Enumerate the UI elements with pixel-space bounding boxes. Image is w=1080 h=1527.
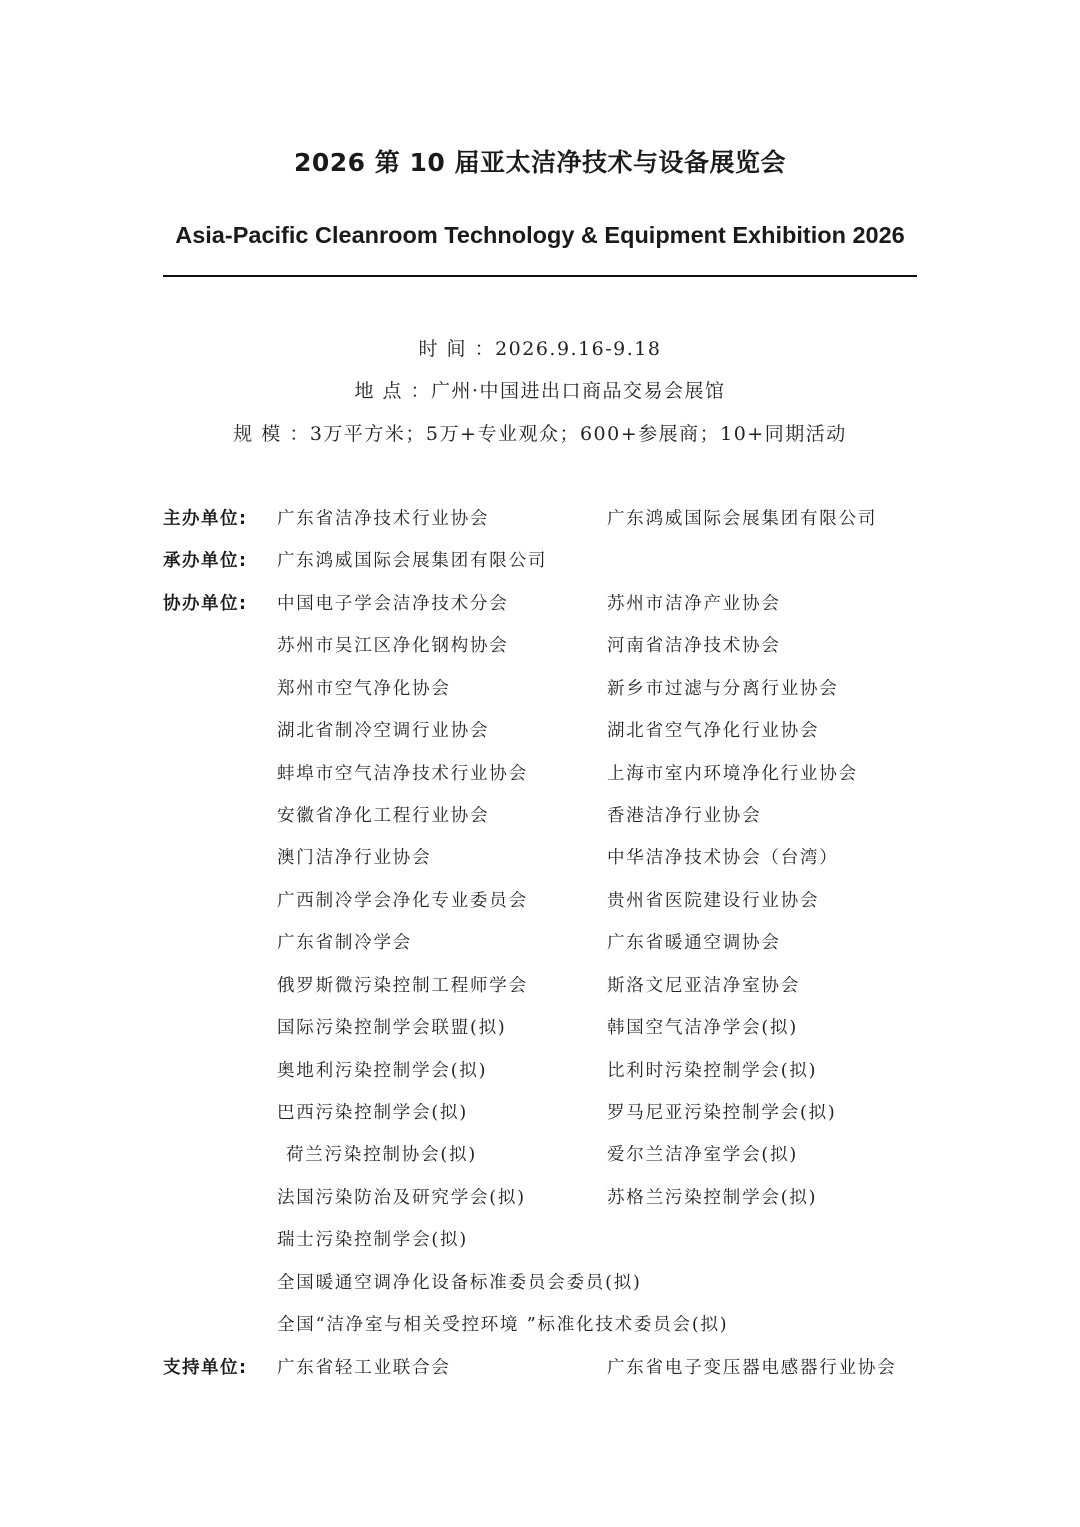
coorganizer-org: 苏州市吴江区净化钢构协会 bbox=[277, 636, 509, 656]
coorganizer-org: 爱尔兰洁净室学会(拟) bbox=[607, 1145, 798, 1165]
info-time: 时 间 ：2026.9.16-9.18 bbox=[418, 338, 662, 360]
undertaker-label: 承办单位: bbox=[163, 551, 248, 571]
coorganizer-label: 协办单位: bbox=[163, 594, 248, 614]
coorganizer-org: 广东省暖通空调协会 bbox=[607, 933, 781, 953]
support-label: 支持单位: bbox=[163, 1358, 248, 1378]
coorganizer-org: 安徽省净化工程行业协会 bbox=[277, 806, 490, 826]
coorganizer-org: 澳门洁净行业协会 bbox=[277, 848, 432, 868]
coorganizer-org: 瑞士污染控制学会(拟) bbox=[277, 1230, 468, 1250]
coorganizer-org: 河南省洁净技术协会 bbox=[607, 636, 781, 656]
coorganizer-org: 苏格兰污染控制学会(拟) bbox=[607, 1188, 818, 1208]
title-cn: 2026 第 10 届亚太洁净技术与设备展览会 bbox=[294, 148, 786, 177]
coorganizer-org: 全国“洁净室与相关受控环境 ”标准化技术委员会(拟) bbox=[277, 1315, 729, 1335]
coorganizer-org: 俄罗斯微污染控制工程师学会 bbox=[277, 976, 528, 996]
host-label: 主办单位: bbox=[163, 509, 248, 529]
coorganizer-org: 香港洁净行业协会 bbox=[607, 806, 762, 826]
title-en: Asia-Pacific Cleanroom Technology & Equipment Exhibition 2026 bbox=[175, 222, 905, 248]
coorganizer-org: 中国电子学会洁净技术分会 bbox=[277, 594, 509, 614]
title-divider bbox=[163, 275, 917, 277]
coorganizer-org: 广西制冷学会净化专业委员会 bbox=[277, 891, 528, 911]
coorganizer-org: 荷兰污染控制协会(拟) bbox=[286, 1145, 477, 1165]
coorganizer-org: 贵州省医院建设行业协会 bbox=[607, 891, 820, 911]
undertaker-org: 广东鸿威国际会展集团有限公司 bbox=[277, 551, 548, 571]
coorganizer-org: 中华洁净技术协会（台湾） bbox=[607, 848, 839, 868]
coorganizer-org: 湖北省空气净化行业协会 bbox=[607, 721, 820, 741]
coorganizer-org: 上海市室内环境净化行业协会 bbox=[607, 764, 858, 784]
coorganizer-org: 湖北省制冷空调行业协会 bbox=[277, 721, 490, 741]
info-place: 地 点 ：广州·中国进出口商品交易会展馆 bbox=[354, 380, 726, 402]
host-org: 广东鸿威国际会展集团有限公司 bbox=[607, 509, 878, 529]
coorganizer-org: 法国污染防治及研究学会(拟) bbox=[277, 1188, 526, 1208]
coorganizer-org: 巴西污染控制学会(拟) bbox=[277, 1103, 468, 1123]
coorganizer-org: 郑州市空气净化协会 bbox=[277, 679, 451, 699]
host-org: 广东省洁净技术行业协会 bbox=[277, 509, 490, 529]
coorganizer-org: 比利时污染控制学会(拟) bbox=[607, 1061, 818, 1081]
coorganizer-org: 全国暖通空调净化设备标准委员会委员(拟) bbox=[277, 1273, 642, 1293]
coorganizer-org: 新乡市过滤与分离行业协会 bbox=[607, 679, 839, 699]
coorganizer-org: 广东省制冷学会 bbox=[277, 933, 413, 953]
coorganizer-org: 斯洛文尼亚洁净室协会 bbox=[607, 976, 800, 996]
support-org: 广东省电子变压器电感器行业协会 bbox=[607, 1358, 897, 1378]
info-scale: 规 模 ：3万平方米；5万+专业观众；600+参展商；10+同期活动 bbox=[233, 423, 847, 445]
coorganizer-org: 韩国空气洁净学会(拟) bbox=[607, 1018, 798, 1038]
coorganizer-org: 国际污染控制学会联盟(拟) bbox=[277, 1018, 507, 1038]
coorganizer-org: 蚌埠市空气洁净技术行业协会 bbox=[277, 764, 528, 784]
coorganizer-org: 苏州市洁净产业协会 bbox=[607, 594, 781, 614]
support-org: 广东省轻工业联合会 bbox=[277, 1358, 451, 1378]
coorganizer-org: 罗马尼亚污染控制学会(拟) bbox=[607, 1103, 837, 1123]
coorganizer-org: 奥地利污染控制学会(拟) bbox=[277, 1061, 488, 1081]
